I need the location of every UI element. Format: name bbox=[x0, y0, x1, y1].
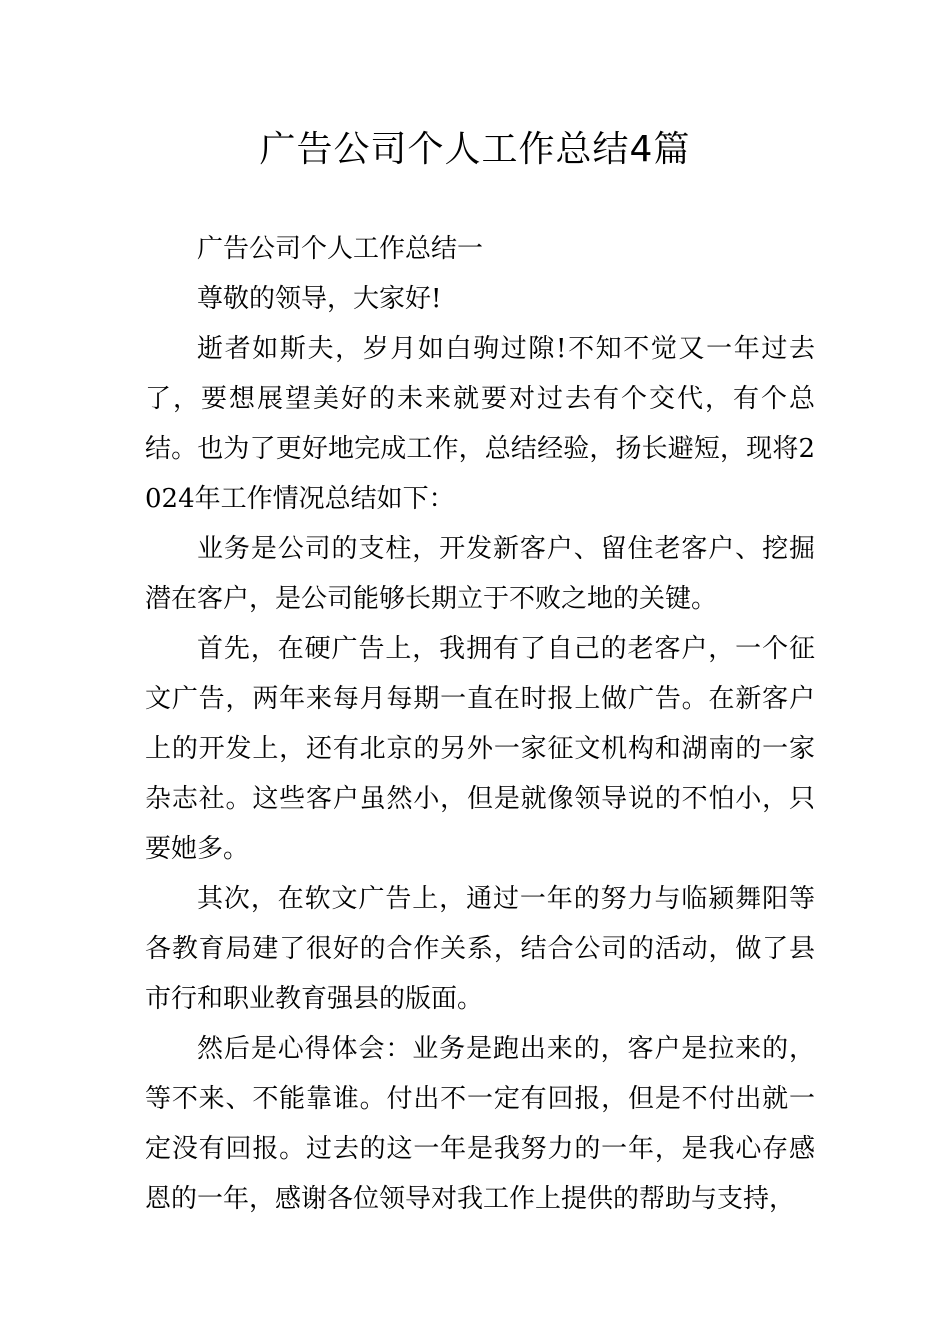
soft-ads-paragraph: 其次，在软文广告上，通过一年的努力与临颍舞阳等各教育局建了很好的合作关系，结合公司的活动，做了县市行和职业教育强县的版面。 bbox=[145, 884, 815, 1014]
document-title: 广告公司个人工作总结4篇 bbox=[259, 129, 691, 170]
reflection-paragraph: 然后是心得体会：业务是跑出来的，客户是拉来的，等不来、不能靠谁。付出不一定有回报，但是不付出就一定没有回报。过去的这一年是我努力的一年，是我心存感恩的一年，感谢各位领导对我工作上提供的帮助与支持， bbox=[145, 1034, 815, 1214]
greeting-paragraph: 尊敬的领导，大家好! bbox=[197, 284, 442, 314]
intro-paragraph: 逝者如斯夫，岁月如白驹过隙!不知不觉又一年过去了，要想展望美好的未来就要对过去有个交代，有个总结。也为了更好地完成工作，总结经验，扬长避短，现将2024年工作情况总结如下： bbox=[145, 334, 815, 514]
section-heading: 广告公司个人工作总结一 bbox=[197, 234, 484, 264]
business-paragraph: 业务是公司的支柱，开发新客户、留住老客户、挖掘潜在客户，是公司能够长期立于不败之地的关键。 bbox=[145, 534, 815, 614]
document-body bbox=[145, 224, 815, 1224]
hard-ads-paragraph: 首先，在硬广告上，我拥有了自己的老客户，一个征文广告，两年来每月每期一直在时报上做广告。在新客户上的开发上，还有北京的另外一家征文机构和湖南的一家杂志社。这些客户虽然小，但是就像领导说的不怕小，只要她多。 bbox=[145, 634, 815, 864]
